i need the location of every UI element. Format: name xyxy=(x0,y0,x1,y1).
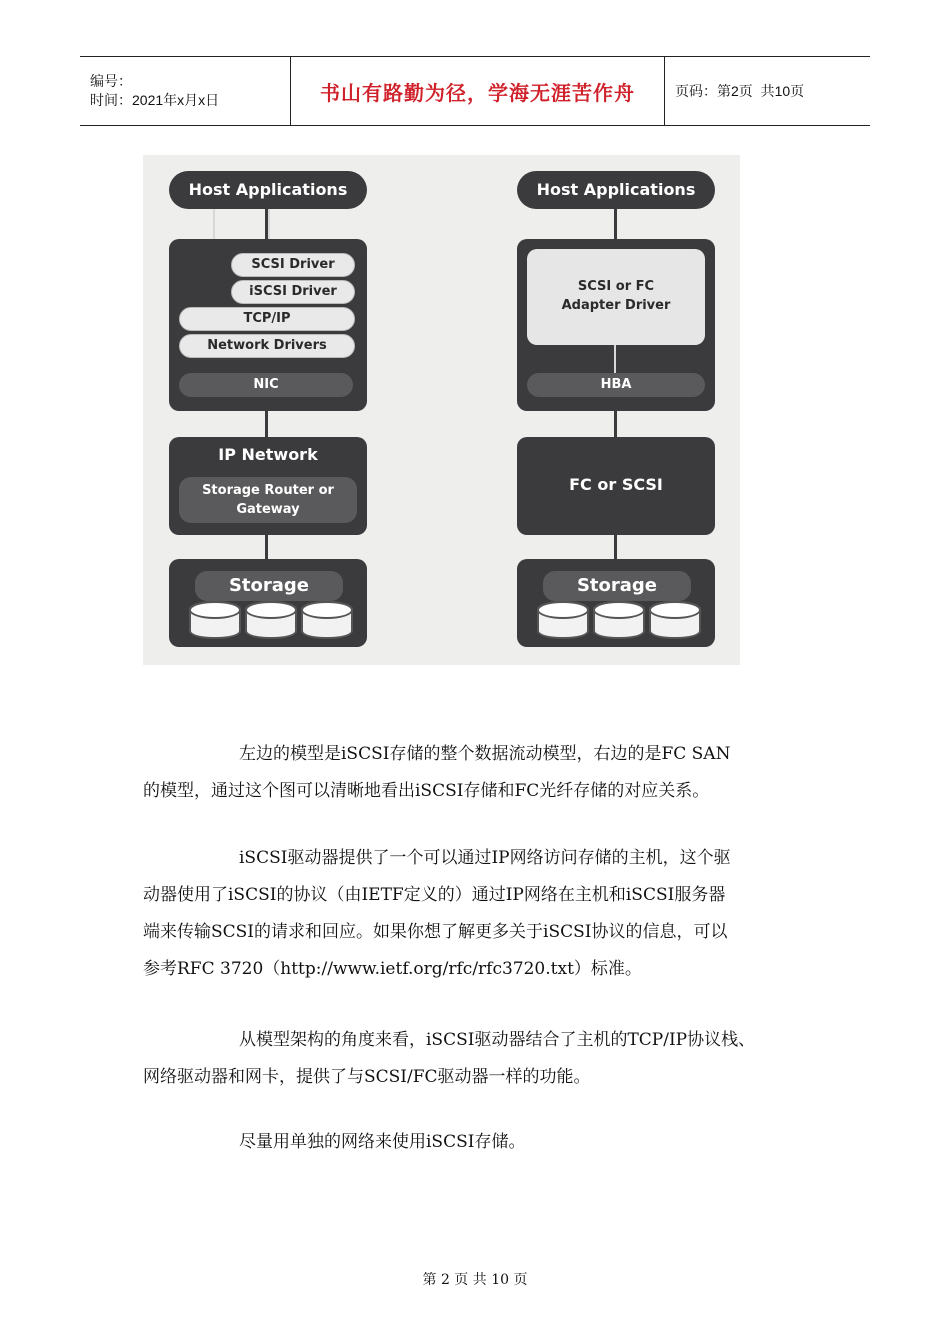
document-time-label: 时间：2021年x月x日 xyxy=(90,92,220,108)
paragraph-1 xyxy=(143,736,813,810)
left-disk-2-icon xyxy=(245,601,297,639)
left-storage-label: Storage xyxy=(195,571,343,601)
paragraph-1-line-1: 左边的模型是iSCSI存储的整个数据流动模型，右边的是FC SAN xyxy=(239,744,731,764)
right-host-applications xyxy=(517,171,715,209)
scsi-driver-pill: SCSI Driver xyxy=(231,253,355,277)
right-inner-connector xyxy=(614,345,616,373)
header-motto-cell xyxy=(291,57,665,125)
hba-pill: HBA xyxy=(527,373,705,397)
left-host-applications xyxy=(169,171,367,209)
paragraph-2-line-1: iSCSI驱动器提供了一个可以通过IP网络访问存储的主机，这个驱 xyxy=(239,848,731,868)
paragraph-3 xyxy=(143,1022,813,1096)
header-motto: 书山有路勤为径，学海无涯苦作舟 xyxy=(320,80,635,105)
right-connector-1 xyxy=(614,209,617,239)
left-connector-1 xyxy=(265,209,268,239)
paragraph-2-line-4: 参考RFC 3720（http://www.ietf.org/rfc/rfc3720.txt）标准。 xyxy=(143,959,642,979)
fc-scsi-label: FC or SCSI xyxy=(569,475,663,494)
right-disk-2-icon xyxy=(593,601,645,639)
adapter-label-line1: SCSI or FC xyxy=(577,279,655,294)
iscsi-driver-pill: iSCSI Driver xyxy=(231,280,355,304)
iscsi-vs-fc-diagram xyxy=(143,155,740,665)
paragraph-4-line-1: 尽量用单独的网络来使用iSCSI存储。 xyxy=(239,1132,526,1152)
paragraph-3-line-1: 从模型架构的角度来看，iSCSI驱动器结合了主机的TCP/IP协议栈、 xyxy=(239,1030,756,1050)
fc-scsi-box xyxy=(517,437,715,535)
storage-router-gateway xyxy=(179,477,357,523)
right-connector-2 xyxy=(614,411,617,437)
nic-pill: NIC xyxy=(179,373,353,397)
router-label-line1: Storage Router or xyxy=(202,483,334,498)
paragraph-2-line-2: 动器使用了iSCSI的协议（由IETF定义的）通过IP网络在主机和iSCSI服务器 xyxy=(143,885,726,905)
network-drivers-pill: Network Drivers xyxy=(179,334,355,358)
router-label-line2: Gateway xyxy=(236,502,300,517)
left-disk-1-icon xyxy=(189,601,241,639)
right-connector-3 xyxy=(614,535,617,559)
right-disk-1-icon xyxy=(537,601,589,639)
page-header xyxy=(80,56,870,126)
header-left-cell xyxy=(80,57,291,125)
right-storage-label: Storage xyxy=(543,571,691,601)
left-connector-3 xyxy=(265,535,268,559)
left-host-applications-label: Host Applications xyxy=(188,180,348,199)
paragraph-2-line-3: 端来传输SCSI的请求和回应。如果你想了解更多关于iSCSI协议的信息，可以 xyxy=(143,922,728,942)
paragraph-3-line-2: 网络驱动器和网卡，提供了与SCSI/FC驱动器一样的功能。 xyxy=(143,1067,591,1087)
adapter-label-line2: Adapter Driver xyxy=(561,298,671,313)
right-disk-3-icon xyxy=(649,601,701,639)
header-page-label: 页码：第2页 共10页 xyxy=(675,83,805,99)
scsi-fc-adapter-driver xyxy=(527,249,705,345)
tcpip-pill: TCP/IP xyxy=(179,307,355,331)
header-page-cell xyxy=(665,57,870,125)
ip-network-label: IP Network xyxy=(218,445,318,464)
page-footer: 第 2 页 共 10 页 xyxy=(422,1272,528,1288)
left-connector-2 xyxy=(265,411,268,437)
paragraph-1-line-2: 的模型，通过这个图可以清晰地看出iSCSI存储和FC光纤存储的对应关系。 xyxy=(143,781,710,801)
right-host-applications-label: Host Applications xyxy=(536,180,696,199)
document-number-label: 编号： xyxy=(90,73,132,89)
paragraph-2 xyxy=(143,840,813,988)
left-disk-3-icon xyxy=(301,601,353,639)
paragraph-4 xyxy=(143,1124,813,1161)
